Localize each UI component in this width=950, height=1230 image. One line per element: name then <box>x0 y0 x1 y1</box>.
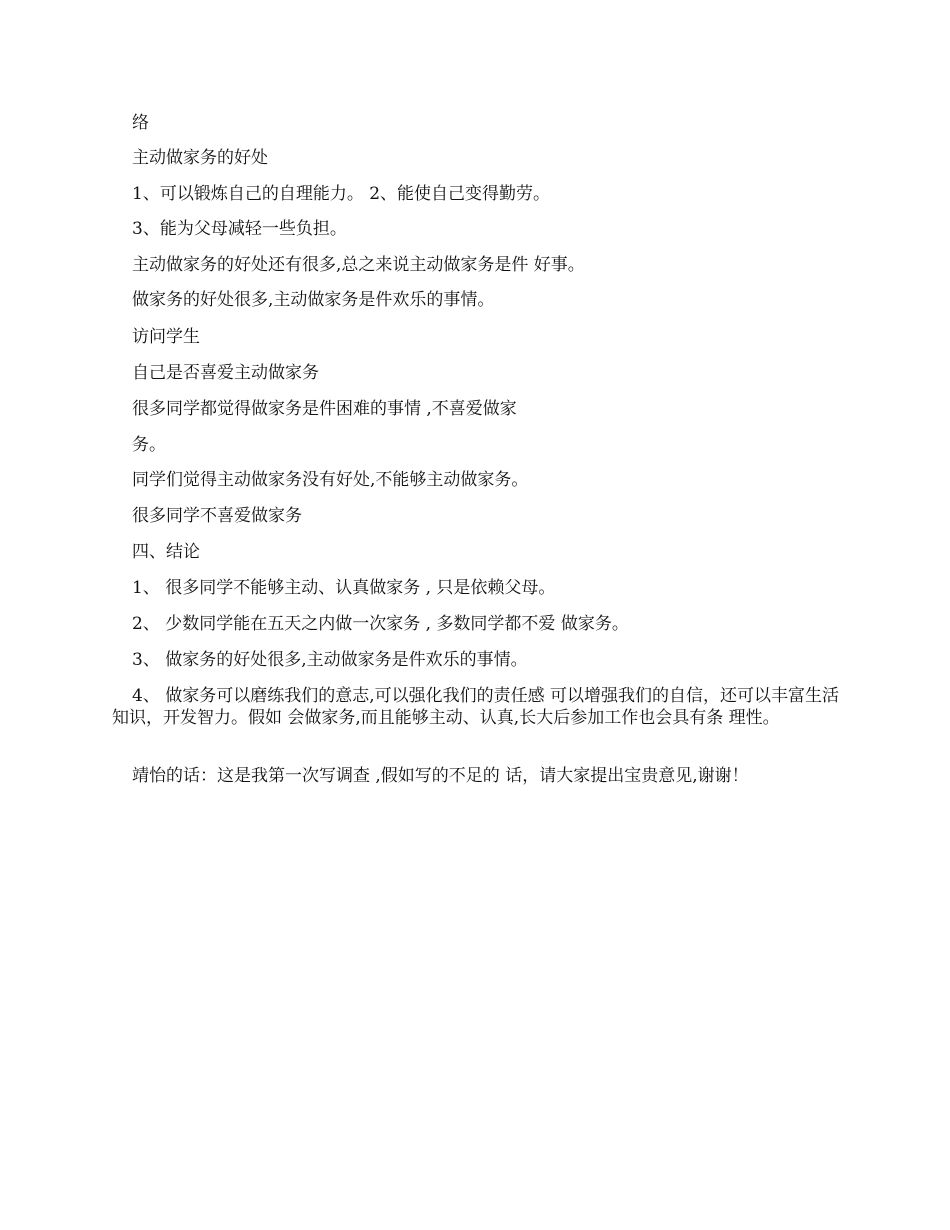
text-line-question: 自己是否喜爱主动做家务 <box>132 363 319 383</box>
conclusion-item-4: 4、 做家务可以磨练我们的意志,可以强化我们的责任感 可以增强我们的自信，还可以丰富生活知识，开发智力。假如 会做家务,而且能够主动、认真,长大后参加工作也会具有条 理性。 <box>112 686 840 728</box>
text-line-answer-2: 同学们觉得主动做家务没有好处,不能够主动做家务。 <box>132 470 529 490</box>
text-line-benefit-1-2: 1、可以锻炼自己的自理能力。 2、能使自己变得勤劳。 <box>132 184 551 204</box>
conclusion-item-1: 1、 很多同学不能够主动、认真做家务 , 只是依赖父母。 <box>132 578 556 598</box>
text-line-benefit-3: 3、能为父母减轻一些负担。 <box>132 219 347 239</box>
closing-remarks: 靖怡的话：这是我第一次写调查 ,假如写的不足的 话，请大家提出宝贵意见,谢谢！ <box>132 766 749 786</box>
conclusion-item-2: 2、 少数同学能在五天之内做一次家务 , 多数同学都不爱 做家务。 <box>132 614 629 634</box>
section-heading-benefits: 主动做家务的好处 <box>132 148 268 168</box>
text-line-answer-3: 很多同学不喜爱做家务 <box>132 506 302 526</box>
section-heading-conclusion: 四、结论 <box>132 542 200 562</box>
text-line-answer-1: 很多同学都觉得做家务是件困难的事情 ,不喜爱做家 <box>132 399 517 419</box>
text-line-answer-1-cont: 务。 <box>132 435 166 455</box>
text-line-benefit-summary: 主动做家务的好处还有很多,总之来说主动做家务是件 好事。 <box>132 255 585 275</box>
text-line-1: 络 <box>132 113 149 133</box>
text-line-benefit-conclusion: 做家务的好处很多,主动做家务是件欢乐的事情。 <box>132 290 495 310</box>
conclusion-item-3: 3、 做家务的好处很多,主动做家务是件欢乐的事情。 <box>132 650 528 670</box>
section-heading-interview: 访问学生 <box>132 327 200 347</box>
